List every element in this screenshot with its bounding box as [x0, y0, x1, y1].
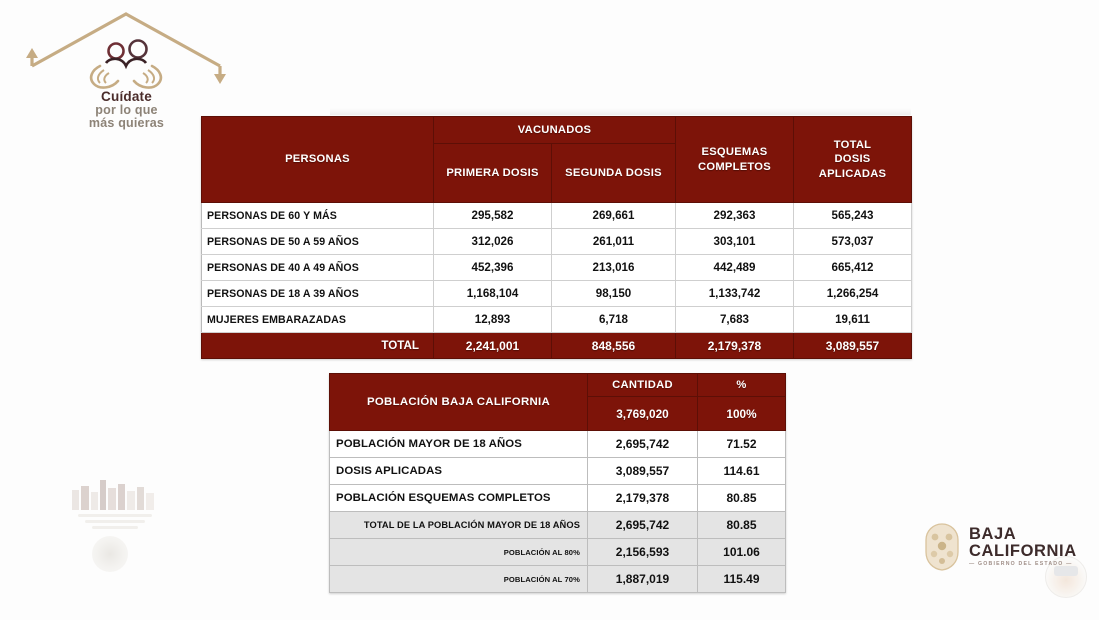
row-segunda-dosis: 269,661	[552, 203, 676, 229]
total-primera-dosis: 2,241,001	[434, 333, 552, 359]
vaccination-table-head	[202, 117, 912, 203]
row-primera-dosis: 1,168,104	[434, 281, 552, 307]
header-cantidad-value: 3,769,020	[588, 397, 698, 431]
row-label: PERSONAS DE 40 A 49 AÑOS	[202, 255, 434, 281]
vaccination-table-foot	[202, 333, 912, 359]
row-label: POBLACIÓN AL 70%	[330, 566, 588, 593]
row-esquemas-completos: 292,363	[676, 203, 794, 229]
total-segunda-dosis: 848,556	[552, 333, 676, 359]
row-esquemas-completos: 1,133,742	[676, 281, 794, 307]
row-cantidad: 2,156,593	[588, 539, 698, 566]
bc-tagline: — GOBIERNO DEL ESTADO —	[969, 561, 1073, 568]
baja-california-wordmark	[969, 526, 1077, 567]
row-segunda-dosis: 261,011	[552, 229, 676, 255]
header-total-dosis-aplicadas	[794, 117, 912, 203]
row-label: MUJERES EMBARAZADAS	[202, 307, 434, 333]
header-total-line2: DOSIS	[834, 153, 871, 166]
row-cantidad: 1,887,019	[588, 566, 698, 593]
table-row	[202, 281, 912, 307]
header-personas: PERSONAS	[202, 117, 434, 203]
table-total-row	[202, 333, 912, 359]
header-primera-dosis: PRIMERA DOSIS	[434, 144, 552, 203]
baja-california-logo	[922, 519, 1077, 575]
row-porcentaje: 71.52	[698, 431, 786, 458]
row-primera-dosis: 452,396	[434, 255, 552, 281]
row-total-dosis-aplicadas: 19,611	[794, 307, 912, 333]
row-total-dosis-aplicadas: 665,412	[794, 255, 912, 281]
row-porcentaje: 114.61	[698, 458, 786, 485]
header-porcentaje: %	[698, 374, 786, 397]
row-label: POBLACIÓN AL 80%	[330, 539, 588, 566]
row-primera-dosis: 312,026	[434, 229, 552, 255]
baja-california-crest-icon	[922, 522, 962, 572]
row-cantidad: 2,179,378	[588, 485, 698, 512]
campaign-logo-line3: más quieras	[88, 115, 165, 130]
row-porcentaje: 80.85	[698, 485, 786, 512]
row-segunda-dosis: 98,150	[552, 281, 676, 307]
total-esquemas-completos: 2,179,378	[676, 333, 794, 359]
row-segunda-dosis: 6,718	[552, 307, 676, 333]
vaccination-table	[201, 116, 912, 359]
header-esquemas-completos	[676, 117, 794, 203]
row-esquemas-completos: 442,489	[676, 255, 794, 281]
national-seal-icon	[92, 536, 128, 572]
table-row	[202, 307, 912, 333]
header-segunda-dosis: SEGUNDA DOSIS	[552, 144, 676, 203]
crowd-illustration-icon	[70, 476, 158, 510]
total-label: TOTAL	[202, 333, 434, 359]
population-header-row-top	[330, 374, 786, 397]
row-primera-dosis: 12,893	[434, 307, 552, 333]
total-dosis-aplicadas: 3,089,557	[794, 333, 912, 359]
row-label: PERSONAS DE 60 Y MÁS	[202, 203, 434, 229]
row-label: POBLACIÓN ESQUEMAS COMPLETOS	[330, 485, 588, 512]
population-table-head	[330, 374, 786, 431]
table-row	[202, 229, 912, 255]
row-cantidad: 2,695,742	[588, 431, 698, 458]
row-label: DOSIS APLICADAS	[330, 458, 588, 485]
campaign-logo-line1: Cuídate	[101, 89, 152, 104]
row-porcentaje: 101.06	[698, 539, 786, 566]
header-total-line1: TOTAL	[833, 139, 872, 152]
row-segunda-dosis: 213,016	[552, 255, 676, 281]
row-total-dosis-aplicadas: 565,243	[794, 203, 912, 229]
row-porcentaje: 80.85	[698, 512, 786, 539]
vaccination-table-body	[202, 203, 912, 333]
row-label: PERSONAS DE 18 A 39 AÑOS	[202, 281, 434, 307]
table-top-shadow	[330, 108, 911, 115]
table-row	[330, 485, 786, 512]
bc-line1: BAJA	[969, 525, 1017, 544]
population-table-body	[330, 431, 786, 593]
header-esquemas-line1: ESQUEMAS	[701, 146, 768, 159]
header-esquemas-line2: COMPLETOS	[698, 160, 771, 173]
row-cantidad: 3,089,557	[588, 458, 698, 485]
header-porcentaje-value: 100%	[698, 397, 786, 431]
bc-line2: CALIFORNIA	[969, 541, 1077, 560]
row-porcentaje: 115.49	[698, 566, 786, 593]
table-header-row-top	[202, 117, 912, 144]
row-total-dosis-aplicadas: 573,037	[794, 229, 912, 255]
table-row	[202, 203, 912, 229]
table-row	[330, 431, 786, 458]
row-primera-dosis: 295,582	[434, 203, 552, 229]
row-total-dosis-aplicadas: 1,266,254	[794, 281, 912, 307]
campaign-logo-line2: por lo que	[95, 102, 158, 117]
table-row	[330, 458, 786, 485]
table-row	[330, 512, 786, 539]
row-esquemas-completos: 303,101	[676, 229, 794, 255]
government-watermark	[62, 470, 167, 580]
table-row	[202, 255, 912, 281]
row-label: PERSONAS DE 50 A 59 AÑOS	[202, 229, 434, 255]
header-cantidad: CANTIDAD	[588, 374, 698, 397]
row-esquemas-completos: 7,683	[676, 307, 794, 333]
hands-cradling-family-icon	[91, 41, 161, 88]
header-total-line3: APLICADAS	[818, 167, 887, 180]
row-cantidad: 2,695,742	[588, 512, 698, 539]
header-vacunados-group: VACUNADOS	[434, 117, 676, 144]
header-poblacion-baja-california: POBLACIÓN BAJA CALIFORNIA	[330, 374, 588, 431]
row-label: TOTAL DE LA POBLACIÓN MAYOR DE 18 AÑOS	[330, 512, 588, 539]
watermark-text-lines	[72, 514, 158, 530]
table-row	[330, 539, 786, 566]
population-table	[329, 373, 786, 593]
row-label: POBLACIÓN MAYOR DE 18 AÑOS	[330, 431, 588, 458]
table-row	[330, 566, 786, 593]
